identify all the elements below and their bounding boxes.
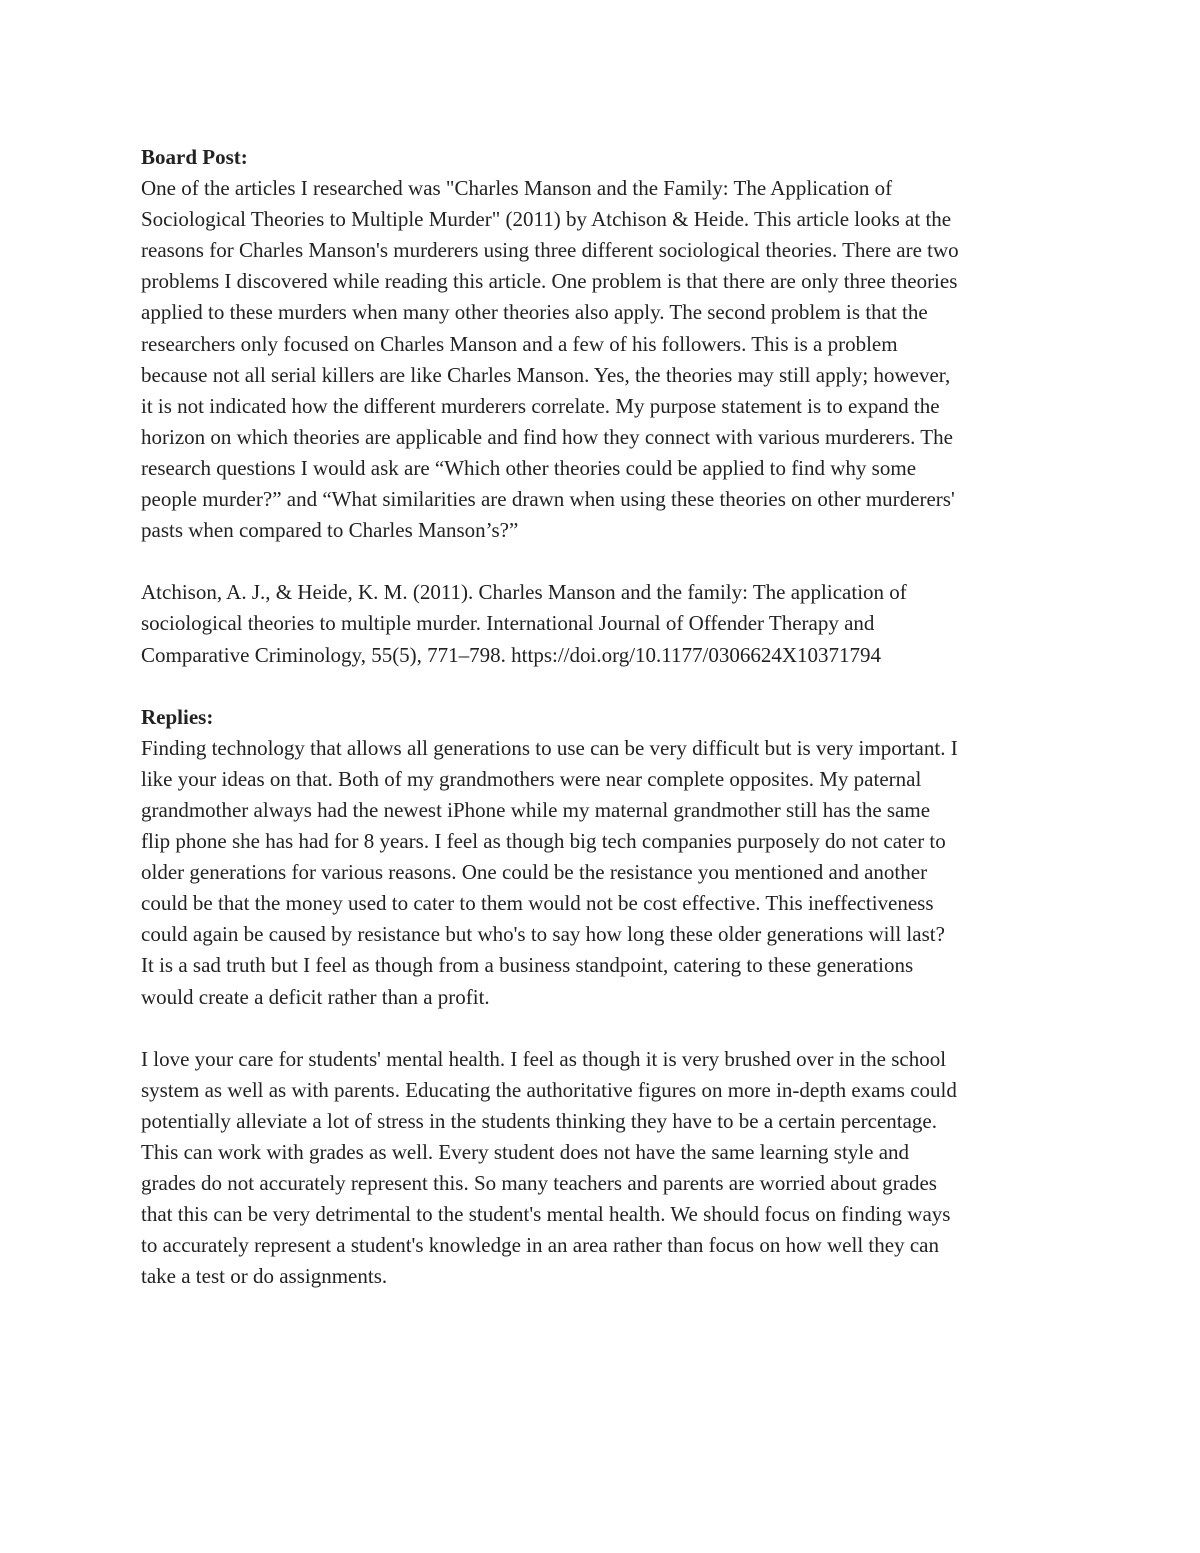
text-line: grades do not accurately represent this. So many teachers and parents are worried about grades [141, 1171, 937, 1196]
citation-section [141, 577, 1067, 670]
text-line: applied to these murders when many other theories also apply. The second problem is that the [141, 300, 928, 325]
text-line: reasons for Charles Manson's murderers using three different sociological theories. There are two [141, 238, 959, 263]
paragraph-spacer [141, 546, 1067, 577]
text-line: One of the articles I researched was "Charles Manson and the Family: The Application of [141, 176, 893, 201]
text-line: because not all serial killers are like Charles Manson. Yes, the theories may still apply; however, [141, 362, 951, 387]
text-line: horizon on which theories are applicable and find how they connect with various murderers. The [141, 424, 953, 449]
board-post-paragraph [141, 173, 1067, 546]
text-line: I love your care for students' mental health. I feel as though it is very brushed over in the school [141, 1046, 947, 1071]
text-line: Comparative Criminology, 55(5), 771–798. https://doi.org/10.1177/0306624X10371794 [141, 642, 882, 667]
text-line: grandmother always had the newest iPhone while my maternal grandmother still has the same [141, 797, 931, 822]
text-line: would create a deficit rather than a profit. [141, 984, 490, 1009]
text-line: pasts when compared to Charles Manson’s?” [141, 518, 519, 543]
text-line: Finding technology that allows all generations to use can be very difficult but is very important. I [141, 735, 958, 760]
paragraph-spacer [141, 671, 1067, 702]
text-line: researchers only focused on Charles Manson and a few of his followers. This is a problem [141, 331, 898, 356]
text-line: could be that the money used to cater to them would not be cost effective. This ineffectiveness [141, 891, 934, 916]
replies-section [141, 702, 1067, 1293]
text-line: research questions I would ask are “Which other theories could be applied to find why some [141, 455, 917, 480]
text-line: it is not indicated how the different murderers correlate. My purpose statement is to expand the [141, 393, 940, 418]
text-line: like your ideas on that. Both of my grandmothers were near complete opposites. My paternal [141, 766, 922, 791]
text-line: that this can be very detrimental to the student's mental health. We should focus on finding ways [141, 1202, 951, 1227]
reply-1-paragraph [141, 733, 1067, 1013]
text-line: could again be caused by resistance but who's to say how long these older generations will last? [141, 922, 945, 947]
document-body [141, 142, 1067, 1292]
text-line: to accurately represent a student's knowledge in an area rather than focus on how well they can [141, 1233, 939, 1258]
text-line: older generations for various reasons. One could be the resistance you mentioned and another [141, 860, 928, 885]
text-line: people murder?” and “What similarities are drawn when using these theories on other murderers' [141, 487, 955, 512]
paragraph-spacer [141, 1013, 1067, 1044]
text-line: It is a sad truth but I feel as though from a business standpoint, catering to these generations [141, 953, 914, 978]
text-line: Sociological Theories to Multiple Murder" (2011) by Atchison & Heide. This article looks at the [141, 207, 952, 232]
text-line: system as well as with parents. Educating the authoritative figures on more in-depth exams could [141, 1077, 957, 1102]
text-line: flip phone she has had for 8 years. I feel as though big tech companies purposely do not cater to [141, 829, 946, 854]
text-line: Atchison, A. J., & Heide, K. M. (2011). Charles Manson and the family: The application of [141, 580, 907, 605]
text-line: take a test or do assignments. [141, 1264, 388, 1289]
board-post-heading: Board Post: [141, 145, 248, 169]
replies-heading: Replies: [141, 704, 214, 729]
text-line: problems I discovered while reading this article. One problem is that there are only three theories [141, 269, 958, 294]
text-line: sociological theories to multiple murder. International Journal of Offender Therapy and [141, 611, 875, 636]
citation-paragraph [141, 577, 1067, 670]
text-line: This can work with grades as well. Every student does not have the same learning style and [141, 1140, 910, 1164]
text-line: potentially alleviate a lot of stress in the students thinking they have to be a certain percentage. [141, 1108, 937, 1133]
board-post-section [141, 142, 1067, 546]
reply-2-paragraph [141, 1044, 1067, 1293]
